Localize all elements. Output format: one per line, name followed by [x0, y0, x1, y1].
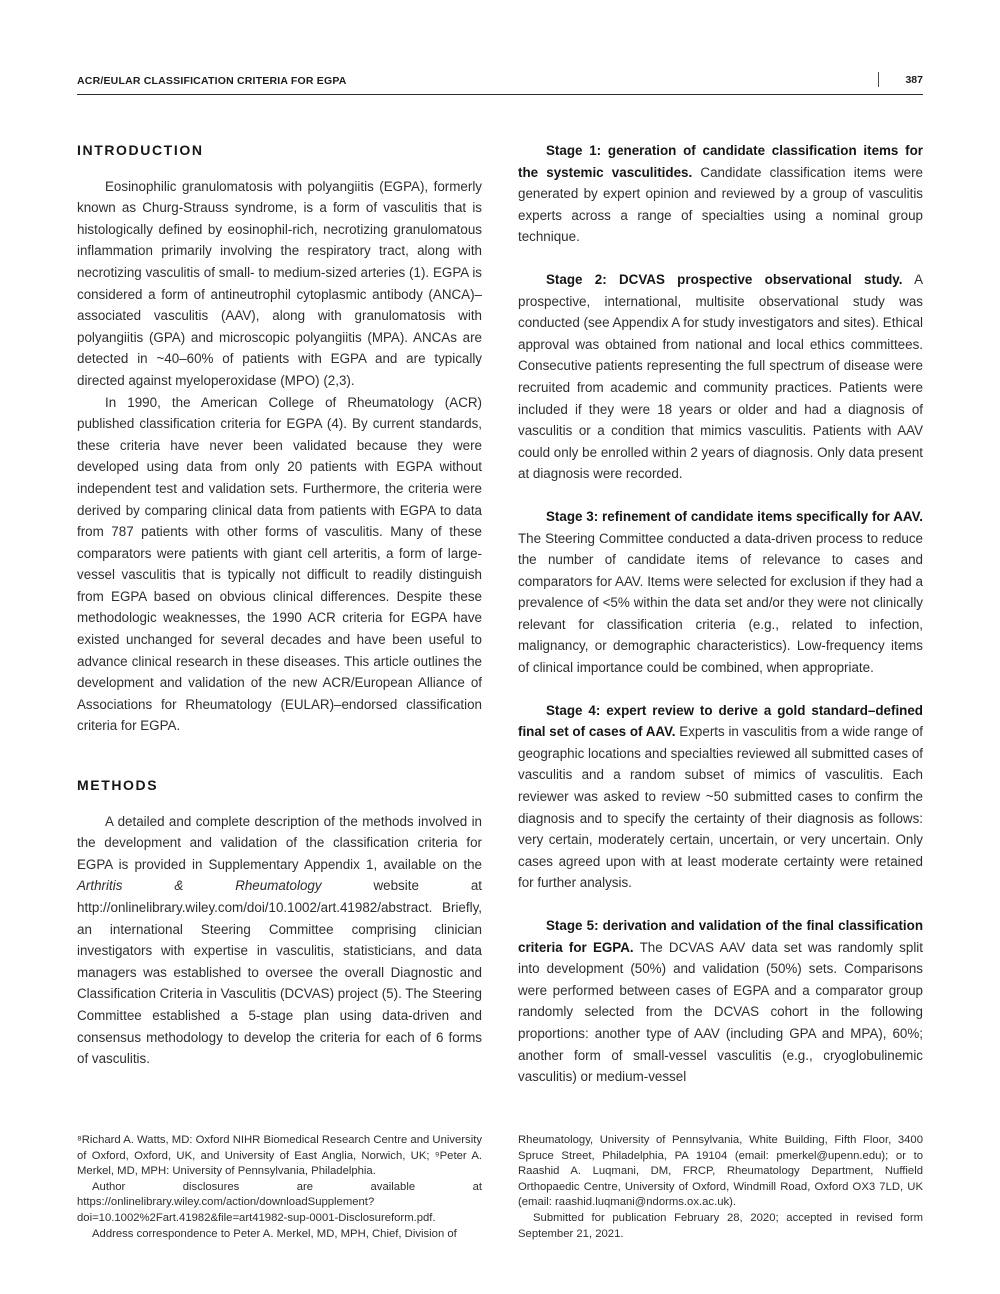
footnotes — [77, 1133, 923, 1242]
running-header — [77, 72, 923, 95]
stage-5-lead: Stage 5: derivation and validation of the final classification criteria for EGPA. — [518, 918, 923, 955]
left-column — [77, 140, 482, 1088]
stage-2-paragraph — [518, 269, 923, 485]
footnote-correspondence-start: Address correspondence to Peter A. Merkel, MD, MPH, Chief, Division of — [92, 1227, 457, 1240]
page-number: 387 — [905, 73, 923, 86]
stage-1-lead: Stage 1: generation of candidate classification items for the systemic vasculitides. — [518, 143, 923, 180]
intro-paragraph-1: Eosinophilic granulomatosis with polyangiitis (EGPA), formerly known as Churg-Strauss syndrome, is a form of vasculitis that is histologically defined by eosinophil-rich, necrotizing granulomatous inflammation primarily involving the respiratory tract, along with necrotizing vasculitis of small- to medium-sized arteries (1). EGPA is considered a form of antineutrophil cytoplasmic antibody (ANCA)–associated vasculitis (AAV), along with granulomatosis with polyangiitis (GPA) and microscopic polyangiitis (MPA). ANCAs are detected in ~40–60% of patients with EGPA and are typically directed against myeloperoxidase (MPO) (2,3). — [77, 178, 482, 388]
footnote-correspondence-continued: Rheumatology, University of Pennsylvania, White Building, Fifth Floor, 3400 Spruce Street, Philadelphia, PA 19104 (email: pmerkel@upenn.edu); or to Raashid A. Luqmani, DM, FRCP, Rheumatology Department, Nuffield Orthopaedic Centre, University of Oxford, Windmill Road, Oxford OX3 7LD, UK (email: raashid.luqmani@ndorms.ox.ac.uk). — [518, 1134, 923, 1209]
stage-5-paragraph — [518, 915, 923, 1088]
intro-paragraph-2: In 1990, the American College of Rheumatology (ACR) published classification criteria for EGPA (4). By current standards, these criteria have never been validated because they were developed using data from only 20 patients with EGPA without independent test and validation sets. Furthermore, the criteria were derived by comparing clinical data from patients with EGPA to data from 787 patients with other forms of vasculitis. Many of these comparators were patients with giant cell arteritis, a form of large-vessel vasculitis that is typically not difficult to readily distinguish from EGPA based on obvious clinical differences. Despite these methodologic weaknesses, the 1990 ACR criteria for EGPA have existed unchanged for several decades and have been useful to advance clinical research in these diseases. This article outlines the development and validation of the new ACR/European Alliance of Associations for Rheumatology (EULAR)–endorsed classification criteria for EGPA. — [77, 394, 482, 734]
stage-4-paragraph — [518, 700, 923, 894]
stage-1-paragraph — [518, 140, 923, 248]
page-number-divider — [878, 72, 880, 87]
methods-text-after-journal: website at http://onlinelibrary.wiley.com/doi/10.1002/art.41982/abstract. Briefly, an international Steering Committee comprising clinician investigators with expertise in vasculitis, statisticians, and data managers was established to oversee the overall Diagnostic and Classification Criteria in Vasculitis (DCVAS) project (5). The Steering Committee established a 5-stage plan using data-driven and consensus methodology to develop the criteria for each of 6 forms of vasculitis. — [77, 878, 482, 1067]
stage-3-lead: Stage 3: refinement of candidate items specifically for AAV. — [546, 508, 923, 524]
stage-1-body: Candidate classification items were generated by expert opinion and reviewed by a group of vasculitis experts across a range of specialties using a nominal group technique. — [518, 164, 923, 245]
stage-3-paragraph — [518, 506, 923, 679]
footnote-disclosures: Author disclosures are available at https://onlinelibrary.wiley.com/action/downloadSupplement?doi=10.1002%2Fart.41982&file=art41982-sup-0001-Disclosureform.pdf. — [77, 1180, 482, 1224]
page-number-group — [878, 72, 923, 87]
methods-paragraph-1 — [77, 811, 482, 1070]
stage-3-body: The Steering Committee conducted a data-driven process to reduce the number of candidate items of relevance to cases and comparators for AAV. Items were selected for exclusion if they had a prevalence of <5% within the data set and/or they were not clinically relevant for classification criteria (e.g., related to infection, malignancy, or demographic characteristics). Low-frequency items of clinical importance could be combined, when appropriate. — [518, 530, 923, 676]
introduction-heading: INTRODUCTION — [77, 142, 204, 158]
main-content — [77, 140, 923, 1088]
stage-5-body: The DCVAS AAV data set was randomly split into development (50%) and validation (50%) sets. Comparisons were performed between cases of EGPA and a comparator group randomly selected from the DCVAS cohort in the following proportions: another type of AAV (including GPA and MPA), 60%; another form of small-vessel vasculitis (e.g., cryoglobulinemic vasculitis) or medium-vessel — [518, 939, 923, 1085]
stage-2-lead: Stage 2: DCVAS prospective observational study. — [546, 271, 903, 287]
footnote-affiliations: ⁸Richard A. Watts, MD: Oxford NIHR Biomedical Research Centre and University of Oxford, Oxford, UK, and University of East Anglia, Norwich, UK; ⁹Peter A. Merkel, MD, MPH: University of Pennsylvania, Philadelphia. — [77, 1134, 482, 1178]
right-column — [518, 140, 923, 1088]
running-head-title: ACR/EULAR CLASSIFICATION CRITERIA FOR EGPA — [77, 75, 347, 87]
stage-4-body: Experts in vasculitis from a wide range of geographic locations and specialties reviewed all submitted cases of vasculitis and a random subset of mimics of vasculitis. Each reviewer was asked to review ~50 submitted cases to confirm the diagnosis and to specify the certainty of their diagnosis as follows: very certain, moderately certain, uncertain, or very uncertain. Only cases agreed upon with at least moderate certainty were retained for further analysis. — [518, 724, 923, 891]
footnote-left-column — [77, 1133, 482, 1242]
journal-name-italic: Arthritis & Rheumatology — [77, 878, 322, 894]
footnote-right-column — [518, 1133, 923, 1242]
methods-text-before-journal: A detailed and complete description of the methods involved in the development and validation of the classification criteria for EGPA is provided in Supplementary Appendix 1, available on the — [77, 813, 482, 872]
methods-heading: METHODS — [77, 777, 159, 794]
stage-2-body: A prospective, international, multisite observational study was conducted (see Appendix A for study investigators and sites). Ethical approval was obtained from national and local ethics committees. Consecutive patients representing the full spectrum of disease were recruited from academic and community practices. Patients were included if they were 18 years or older and had a diagnosis of vasculitis or a condition that mimics vasculitis. Patients with AAV could only be enrolled within 2 years of diagnosis. Only data present at diagnosis were recorded. — [518, 271, 923, 482]
stage-4-lead: Stage 4: expert review to derive a gold standard–defined final set of cases of AAV. — [518, 702, 923, 740]
footnote-submission-dates: Submitted for publication February 28, 2020; accepted in revised form September 21, 2021. — [518, 1211, 923, 1240]
